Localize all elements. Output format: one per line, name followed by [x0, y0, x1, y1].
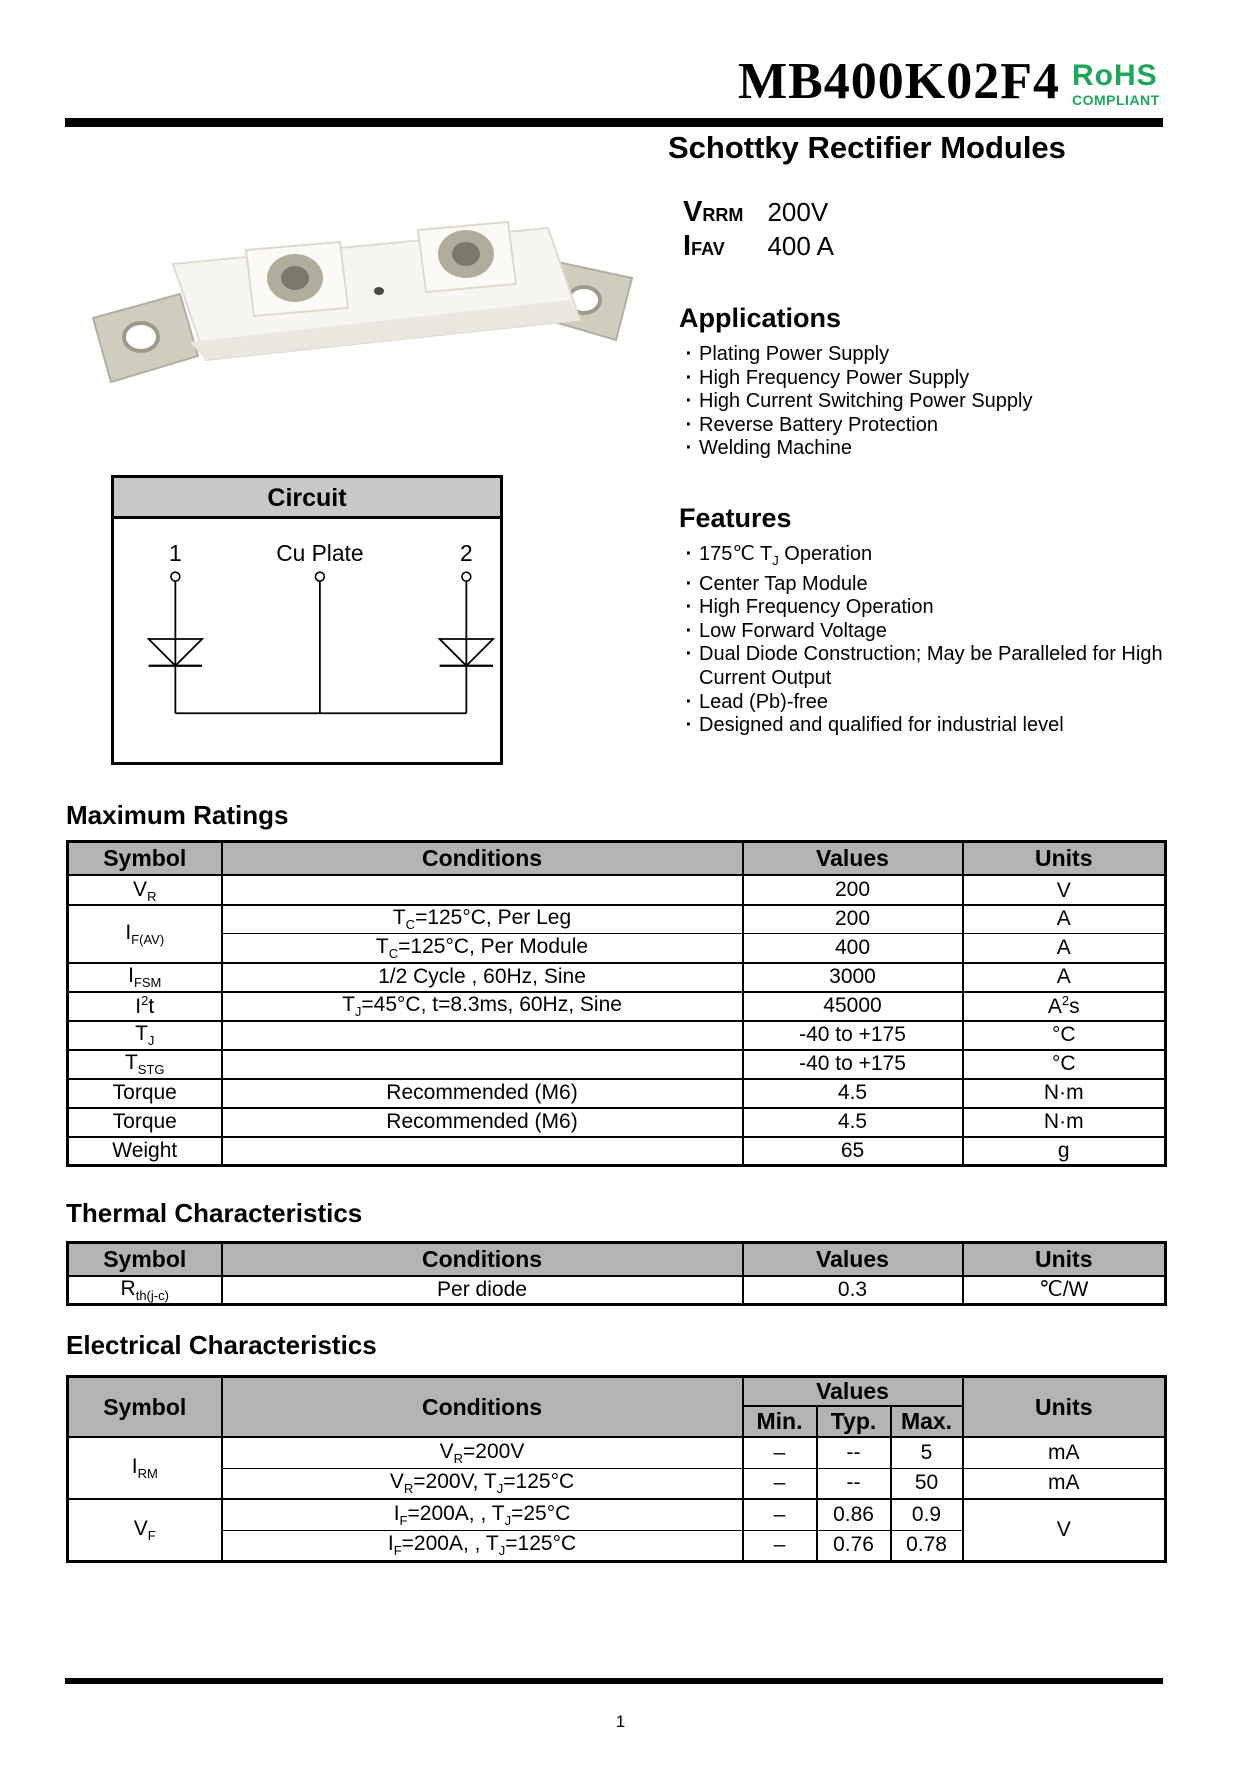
- values-header: Values: [743, 1377, 963, 1407]
- min-cell: –: [743, 1468, 817, 1499]
- conditions-cell: [222, 1137, 743, 1166]
- symbol-cell: $I^2t$: [68, 992, 222, 1021]
- symbol-cell: $V_R$: [68, 875, 222, 905]
- maximum-ratings-heading: Maximum Ratings: [66, 800, 289, 830]
- conditions-cell: [222, 875, 743, 905]
- max-cell: 5: [891, 1437, 963, 1468]
- symbol-cell: $R_{th(j-c)}$: [68, 1276, 222, 1305]
- typ-cell: 0.86: [817, 1499, 891, 1530]
- conditions-cell: $T_J=45^\circ C$, t=8.3ms, 60Hz, Sine: [222, 992, 743, 1021]
- symbol-cell: $T_{STG}$: [68, 1050, 222, 1079]
- ifav-label: IFAV: [683, 230, 725, 262]
- maximum-ratings-table: [66, 840, 1167, 1167]
- bullet-icon: ·: [685, 390, 693, 413]
- value-cell: 45000: [743, 992, 963, 1021]
- conditions-cell: Recommended (M6): [222, 1079, 743, 1108]
- conditions-header: Conditions: [222, 1377, 743, 1438]
- symbol-header: Symbol: [68, 842, 222, 875]
- value-cell: 3000: [743, 963, 963, 992]
- unit-cell: $A^2s$: [963, 992, 1166, 1021]
- unit-cell: mA: [963, 1437, 1166, 1468]
- module-center-dot: [374, 287, 384, 295]
- typ-cell: 0.76: [817, 1530, 891, 1561]
- units-header: Units: [963, 842, 1166, 875]
- value-cell: 200: [743, 875, 963, 905]
- unit-cell: g: [963, 1137, 1166, 1166]
- max-cell: 50: [891, 1468, 963, 1499]
- ifav-value: 400 A: [767, 231, 834, 261]
- unit-cell: A: [963, 963, 1166, 992]
- max-header: Max.: [891, 1406, 963, 1437]
- symbol-cell: $I_{F(AV)}$: [68, 905, 222, 963]
- list-item: · Low Forward Voltage: [679, 620, 1165, 644]
- document-subtitle: Schottky Rectifier Modules: [668, 130, 1066, 165]
- min-cell: –: [743, 1530, 817, 1561]
- min-cell: –: [743, 1499, 817, 1530]
- terminal-socket-1-hole: [281, 266, 309, 290]
- cu-plate-label: Cu Plate: [276, 539, 364, 566]
- rohs-compliant-label: COMPLIANT: [1072, 92, 1160, 108]
- electrical-characteristics-heading: Electrical Characteristics: [66, 1330, 377, 1360]
- value-cell: 0.3: [743, 1276, 963, 1305]
- conditions-cell: Per diode: [222, 1276, 743, 1305]
- symbol-cell: Weight: [68, 1137, 222, 1166]
- symbol-cell: Torque: [68, 1079, 222, 1108]
- bullet-icon: ·: [685, 643, 693, 666]
- list-item: · Dual Diode Construction; May be Paralleled for High Current Output: [679, 643, 1165, 690]
- value-cell: 4.5: [743, 1079, 963, 1108]
- table-header-row: [68, 1243, 1166, 1276]
- unit-cell: °C: [963, 1021, 1166, 1050]
- bullet-icon: ·: [685, 413, 693, 436]
- conditions-header: Conditions: [222, 1243, 743, 1276]
- key-specs: [683, 196, 834, 264]
- bullet-icon: ·: [685, 343, 693, 365]
- features-heading: Features: [679, 503, 792, 533]
- list-item: · Plating Power Supply: [679, 343, 1165, 367]
- unit-cell: V: [963, 1499, 1166, 1561]
- conditions-cell: $T_C=125^\circ C$, Per Leg: [222, 905, 743, 934]
- conditions-cell: $V_R=200V$: [222, 1437, 743, 1468]
- min-header: Min.: [743, 1406, 817, 1437]
- table-row: [68, 1499, 1166, 1530]
- units-header: Units: [963, 1377, 1166, 1438]
- footer-rule: [65, 1678, 1163, 1684]
- terminal-2-node-icon: [462, 572, 471, 581]
- unit-cell: N·m: [963, 1079, 1166, 1108]
- electrical-characteristics-section: [66, 1330, 1167, 1563]
- list-item: · High Frequency Power Supply: [679, 367, 1165, 391]
- value-cell: 400: [743, 934, 963, 963]
- unit-cell: V: [963, 875, 1166, 905]
- table-row: [68, 1468, 1166, 1499]
- spec-ifav: [683, 230, 834, 264]
- mounting-hole-left-icon: [124, 323, 158, 351]
- applications-section: [679, 303, 1165, 461]
- bullet-icon: ·: [685, 714, 693, 737]
- value-cell: -40 to +175: [743, 1021, 963, 1050]
- table-row: [68, 1108, 1166, 1137]
- thermal-characteristics-section: [66, 1198, 1167, 1306]
- table-row: [68, 1276, 1166, 1305]
- bullet-icon: ·: [685, 619, 693, 642]
- symbol-header: Symbol: [68, 1377, 222, 1438]
- bullet-icon: ·: [685, 572, 693, 595]
- list-item: · Designed and qualified for industrial level: [679, 714, 1165, 738]
- symbol-cell: $I_{FSM}$: [68, 963, 222, 992]
- table-row: [68, 1437, 1166, 1468]
- vrrm-label: VRRM: [683, 196, 744, 228]
- module-photo-drawing: [78, 198, 644, 416]
- list-item: · Center Tap Module: [679, 573, 1165, 597]
- table-row: [68, 1079, 1166, 1108]
- table-row: [68, 1021, 1166, 1050]
- units-header: Units: [963, 1243, 1166, 1276]
- symbol-cell: $V_F$: [68, 1499, 222, 1561]
- terminal-2-label: 2: [460, 539, 473, 566]
- bullet-icon: ·: [685, 690, 693, 713]
- value-cell: 4.5: [743, 1108, 963, 1137]
- table-row: [68, 992, 1166, 1021]
- terminal-socket-2-hole: [452, 242, 480, 266]
- electrical-characteristics-table: [66, 1375, 1167, 1563]
- rohs-label: RoHS: [1072, 59, 1158, 92]
- terminal-1-node-icon: [171, 572, 180, 581]
- conditions-cell: $I_F=200A$, , $T_J=125^\circ C$: [222, 1530, 743, 1561]
- header-rule: [65, 118, 1163, 127]
- unit-cell: °C: [963, 1050, 1166, 1079]
- list-item: · Welding Machine: [679, 437, 1165, 461]
- thermal-characteristics-table: [66, 1241, 1167, 1306]
- thermal-characteristics-heading: Thermal Characteristics: [66, 1198, 363, 1228]
- table-row: [68, 1137, 1166, 1166]
- symbol-cell: Torque: [68, 1108, 222, 1137]
- applications-heading: Applications: [679, 303, 842, 333]
- list-item: · 175℃ $T_J$ Operation: [679, 543, 1165, 573]
- list-item: · Reverse Battery Protection: [679, 414, 1165, 438]
- list-item: · Lead (Pb)-free: [679, 691, 1165, 715]
- cu-plate-node-icon: [315, 572, 324, 581]
- unit-cell: A: [963, 905, 1166, 934]
- unit-cell: N·m: [963, 1108, 1166, 1137]
- symbol-cell: $I_{RM}$: [68, 1437, 222, 1499]
- conditions-cell: $I_F=200A$, , $T_J=25^\circ C$: [222, 1499, 743, 1530]
- list-item: · High Current Switching Power Supply: [679, 390, 1165, 414]
- table-row: [68, 1050, 1166, 1079]
- table-row: [68, 905, 1166, 934]
- circuit-title: Circuit: [114, 478, 500, 519]
- values-header: Values: [743, 842, 963, 875]
- features-section: [679, 503, 1165, 738]
- table-row: [68, 875, 1166, 905]
- typ-header: Typ.: [817, 1406, 891, 1437]
- part-number-title: MB400K02F4: [738, 53, 1060, 110]
- unit-cell: ℃/W: [963, 1276, 1166, 1305]
- bullet-icon: ·: [685, 543, 693, 565]
- bullet-icon: ·: [685, 366, 693, 389]
- table-header-row: [68, 1377, 1166, 1407]
- conditions-cell: [222, 1021, 743, 1050]
- max-cell: 0.9: [891, 1499, 963, 1530]
- bullet-icon: ·: [685, 437, 693, 460]
- symbol-header: Symbol: [68, 1243, 222, 1276]
- maximum-ratings-section: [66, 800, 1167, 1167]
- value-cell: 65: [743, 1137, 963, 1166]
- conditions-cell: $T_C=125^\circ C$, Per Module: [222, 934, 743, 963]
- value-cell: -40 to +175: [743, 1050, 963, 1079]
- table-row: [68, 963, 1166, 992]
- unit-cell: A: [963, 934, 1166, 963]
- conditions-cell: 1/2 Cycle , 60Hz, Sine: [222, 963, 743, 992]
- bullet-icon: ·: [685, 596, 693, 619]
- typ-cell: --: [817, 1437, 891, 1468]
- unit-cell: mA: [963, 1468, 1166, 1499]
- product-photo: [78, 198, 644, 416]
- values-header: Values: [743, 1243, 963, 1276]
- list-item: · High Frequency Operation: [679, 596, 1165, 620]
- conditions-cell: [222, 1050, 743, 1079]
- rohs-badge: [1072, 60, 1160, 108]
- conditions-cell: Recommended (M6): [222, 1108, 743, 1137]
- vrrm-value: 200V: [767, 197, 829, 227]
- symbol-cell: $T_J$: [68, 1021, 222, 1050]
- conditions-cell: $V_R=200V$, $T_J=125^\circ C$: [222, 1468, 743, 1499]
- typ-cell: --: [817, 1468, 891, 1499]
- table-row: [68, 934, 1166, 963]
- value-cell: 200: [743, 905, 963, 934]
- circuit-diagram-box: [111, 475, 503, 765]
- min-cell: –: [743, 1437, 817, 1468]
- max-cell: 0.78: [891, 1530, 963, 1561]
- conditions-header: Conditions: [222, 842, 743, 875]
- table-header-row: [68, 842, 1166, 875]
- terminal-1-label: 1: [169, 539, 182, 566]
- spec-vrrm: [683, 196, 834, 230]
- circuit-schematic: [114, 519, 500, 762]
- page-number: 1: [615, 1712, 626, 1731]
